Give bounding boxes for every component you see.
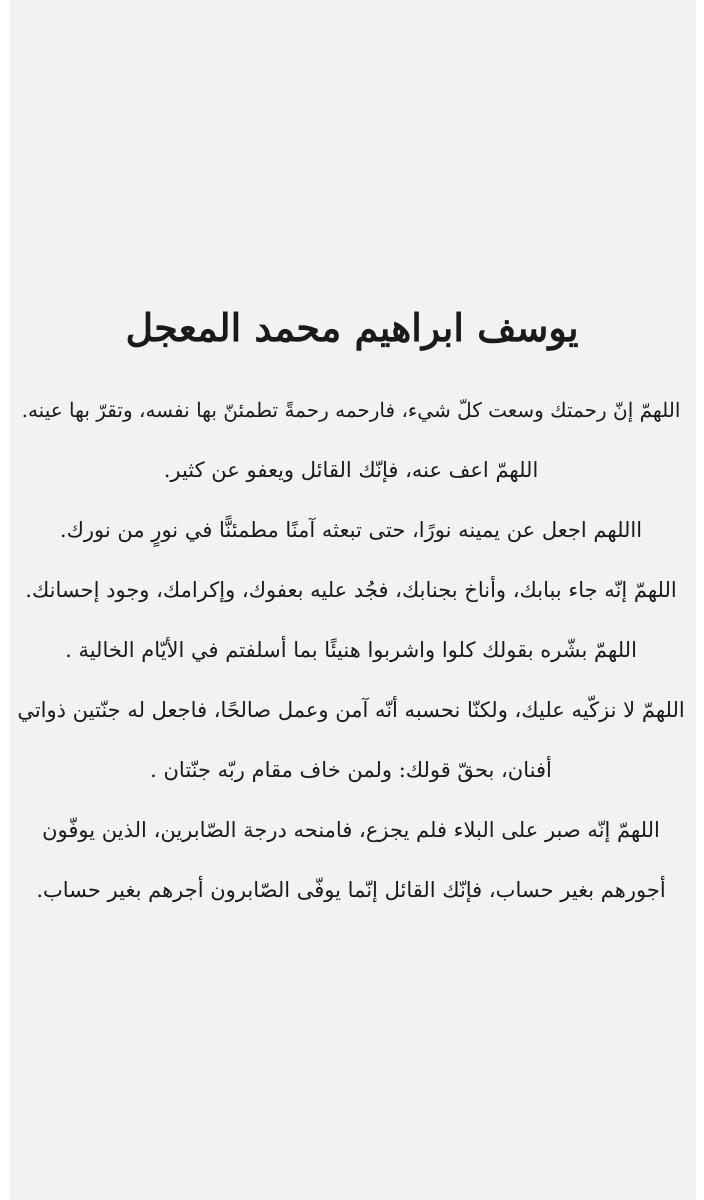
paragraph-7: اللهمّ إنّه صبر على البلاء فلم يجزع، فامنحه درجة الصّابرين، الذين يوفّون أجورهم بغير حساب، فإنّك القائل إنّما يوفّى الصّابرون أجرهم بغير حساب. [36,818,666,902]
paragraph-3: االلهم اجعل عن يمينه نورًا، حتى تبعثه آمنًا مطمئنًّا في نورٍ من نورك. [59,518,643,542]
document-title: يوسف ابراهيم محمد المعجل [125,305,579,350]
paragraph-1: اللهمّ إنّ رحمتك وسعت كلّ شيء، فارحمه رحمةً تطمئنّ بها نفسه، وتقرّ بها عينه. [21,398,681,422]
paragraph-5: اللهمّ بشّره بقولك كلوا واشربوا هنيئًا بما أسلفتم في الأيّام الخالية . [65,638,637,662]
paragraph-4: اللهمّ إنّه جاء ببابك، وأناخ بجنابك، فجُد عليه بعفوك، وإكرامك، وجود إحسانك. [25,578,677,602]
document-body [14,380,688,920]
paragraph-6: اللهمّ لا نزكّيه عليك، ولكنّا نحسبه أنّه آمن وعمل صالحًا، فاجعل له جنّتين ذواتي أفنان، بحقّ قولك: ولمن خاف مقام ربّه جنّتان . [17,698,685,782]
paragraph-2: اللهمّ اعف عنه، فإنّك القائل ويعفو عن كثير. [163,458,539,482]
